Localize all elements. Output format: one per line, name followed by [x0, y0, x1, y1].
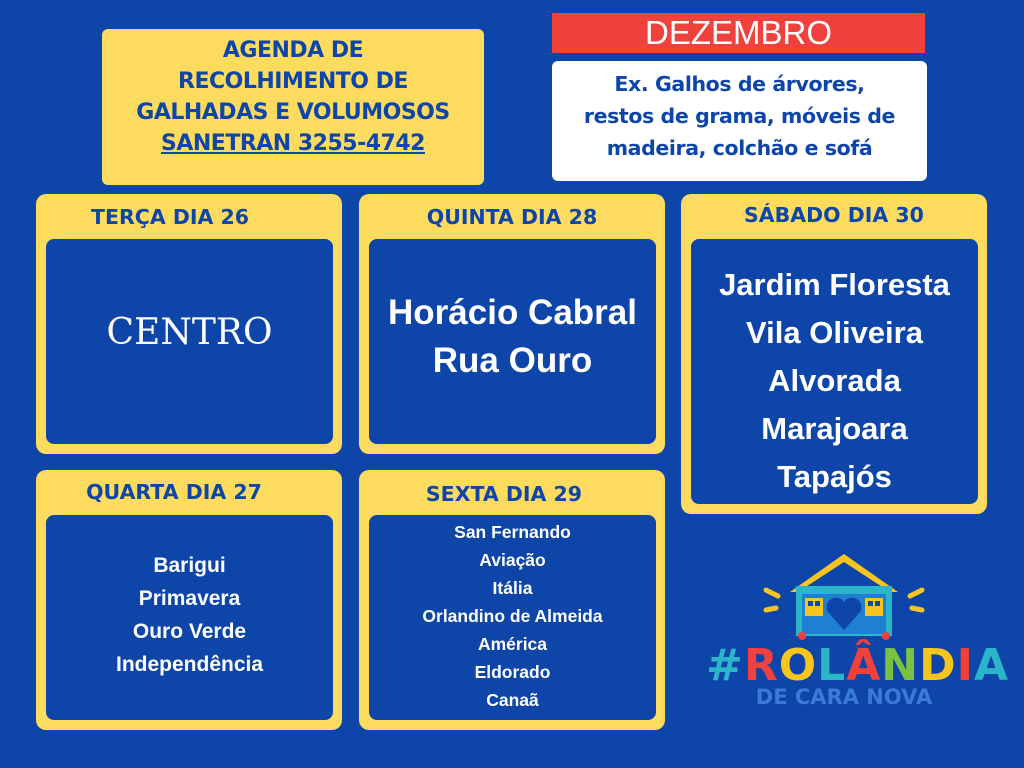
district-item: Ouro Verde — [132, 620, 247, 643]
district-item: América — [477, 634, 548, 654]
logo-letter: Â — [846, 640, 882, 691]
district-item: Marajoara — [761, 411, 908, 446]
card-tuesday-title: TERÇA DIA 26 — [91, 205, 249, 229]
card-saturday-content — [691, 239, 978, 504]
district-item: Rua Ouro — [432, 341, 593, 380]
logo-letter: I — [956, 640, 975, 691]
card-saturday-title: SÁBADO DIA 30 — [744, 203, 924, 227]
rolandia-logo — [706, 552, 1010, 717]
district-item: San Fernando — [454, 522, 571, 542]
examples-line-1: Ex. Galhos de árvores, — [614, 72, 865, 96]
logo-letter: L — [817, 640, 847, 691]
card-thursday-title: QUINTA DIA 28 — [426, 205, 598, 229]
card-tuesday — [36, 194, 342, 454]
card-wednesday — [36, 470, 342, 730]
card-wednesday-content — [46, 515, 333, 720]
title-line-2: RECOLHIMENTO DE — [178, 69, 408, 94]
logo-letter: N — [881, 640, 920, 691]
logo-letter: # — [706, 640, 744, 691]
district-item: Primavera — [138, 587, 241, 610]
logo-text — [706, 640, 1010, 691]
district-item: Aviação — [479, 550, 546, 570]
district-item: Vila Oliveira — [746, 315, 923, 350]
title-box — [102, 29, 484, 185]
card-saturday — [681, 194, 987, 514]
district-item: Independência — [115, 653, 264, 676]
district-item: Horácio Cabral — [388, 293, 637, 332]
logo-letter: A — [974, 640, 1010, 691]
card-friday — [359, 470, 665, 730]
district-item: Barigui — [153, 554, 226, 577]
district-item: Itália — [492, 578, 533, 598]
district-item: Canaã — [486, 690, 539, 710]
examples-line-2: restos de grama, móveis de — [583, 104, 896, 128]
card-friday-content — [369, 515, 656, 720]
district-item: Tapajós — [777, 459, 892, 494]
month-banner: DEZEMBRO — [552, 13, 925, 53]
district-item: Jardim Floresta — [719, 267, 950, 302]
card-thursday — [359, 194, 665, 454]
logo-subtitle: DE CARA NOVA — [755, 685, 933, 709]
title-line-3: GALHADAS E VOLUMOSOS — [136, 100, 450, 125]
examples-box — [552, 61, 927, 181]
district-item: CENTRO — [106, 312, 273, 353]
house-heart-icon — [706, 552, 982, 642]
examples-line-3: madeira, colchão e sofá — [606, 136, 873, 160]
district-item: Eldorado — [474, 662, 551, 682]
district-item: Orlandino de Almeida — [422, 606, 603, 626]
phone-number: SANETRAN 3255-4742 — [161, 131, 425, 156]
logo-letter: R — [743, 640, 779, 691]
card-friday-title: SEXTA DIA 29 — [425, 482, 583, 506]
card-thursday-content — [369, 239, 656, 444]
card-tuesday-content — [46, 239, 333, 444]
logo-letter: O — [778, 640, 818, 691]
card-wednesday-title: QUARTA DIA 27 — [86, 480, 262, 504]
district-item: Alvorada — [768, 363, 901, 398]
logo-letter: D — [919, 640, 957, 691]
title-line-1: AGENDA DE — [222, 38, 364, 63]
